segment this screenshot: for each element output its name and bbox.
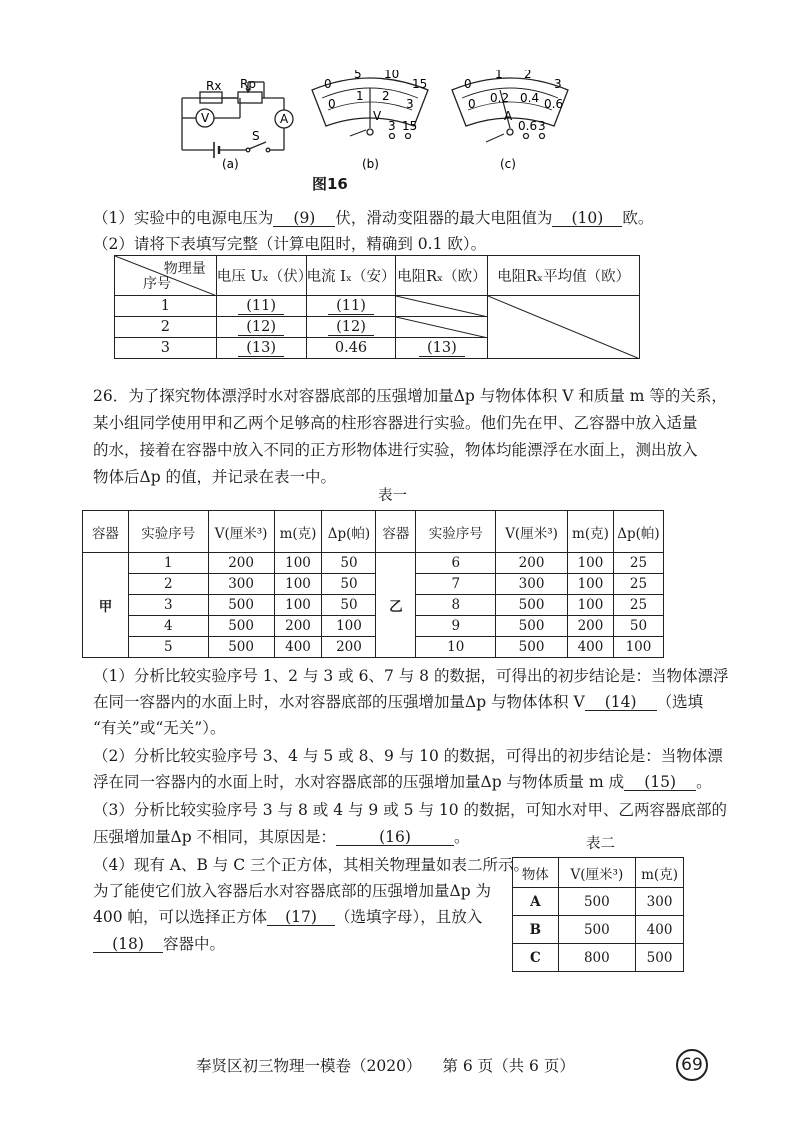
voltmeter-unit: V (373, 109, 382, 123)
answer-blank-11a[interactable]: (11) (238, 298, 284, 315)
table1-header-row (83, 511, 664, 553)
cell: 10 (416, 637, 496, 658)
ammeter-scale-2: 2 (524, 70, 532, 81)
q26-part3-line2 (93, 826, 470, 848)
ammeter-scale-1: 1 (495, 70, 503, 81)
answer-blank-16[interactable]: (16) (336, 829, 454, 846)
sub-label-c: (c) (500, 157, 516, 171)
q25-table (114, 255, 640, 359)
cell: 25 (613, 574, 663, 595)
page-stamp-number: 69 (681, 1055, 703, 1075)
t1-header-no-a: 实验序号 (128, 511, 208, 553)
answer-blank-18[interactable]: (18) (93, 936, 163, 953)
circuit-diagram (182, 82, 293, 158)
figure-16 (170, 70, 600, 195)
sub-label-a: (a) (222, 157, 239, 171)
row-2-no: 2 (115, 317, 217, 338)
sub-label-b: (b) (362, 157, 379, 171)
label-rx: Rx (206, 79, 222, 93)
q25-line-1 (93, 207, 653, 229)
average-cell-crossed (488, 296, 640, 359)
cell: 400 (567, 637, 613, 658)
ammeter-scale-02: 0.2 (490, 91, 510, 105)
cell: 500 (558, 916, 635, 944)
cell: 100 (567, 553, 613, 574)
cell: 500 (496, 616, 568, 637)
q26-intro-2: 某小组同学使用甲和乙两个足够高的柱形容器进行实验。他们先在甲、乙容器中放入适量 (93, 414, 698, 432)
table-corner-cell (115, 256, 217, 296)
voltmeter-scale-10: 10 (384, 70, 400, 81)
answer-blank-13b[interactable]: (13) (419, 340, 465, 357)
t2-header-object: 物体 (513, 858, 559, 888)
t1-header-dp-b: Δp(帕) (613, 511, 663, 553)
q26-part4-line3 (93, 906, 482, 928)
answer-blank-12b[interactable]: (12) (328, 319, 374, 336)
cell: 300 (636, 888, 684, 916)
q26-part4-hint: （选填字母），且放入 (335, 908, 483, 926)
table-row (83, 574, 664, 595)
voltmeter-scale-5: 5 (354, 70, 362, 81)
answer-blank-15[interactable]: (15) (624, 774, 696, 791)
q26-part4-end: 容器中。 (163, 935, 226, 953)
cell: 100 (567, 595, 613, 616)
footer (196, 1054, 575, 1076)
cell: 100 (322, 616, 376, 637)
row-1-current[interactable] (306, 296, 396, 317)
ammeter-unit: A (504, 109, 513, 123)
q26-part2-text: 浮在同一容器内的水面上时，水对容器底部的压强增加量Δp 与物体质量 m 成 (93, 773, 625, 791)
q26-part1-line1: （1）分析比较实验序号 1、2 与 3 或 6、7 与 8 的数据，可得出的初步结论是：当物体漂浮 (93, 667, 729, 685)
label-switch: S (252, 129, 260, 143)
header-resistance: 电阻Rₓ（欧） (396, 256, 488, 296)
q26-part3-end: 。 (454, 828, 470, 846)
cell: 300 (496, 574, 568, 595)
cell: 200 (274, 616, 322, 637)
cell: 50 (322, 574, 376, 595)
cell: 25 (613, 553, 663, 574)
footer-exam-title: 奉贤区初三物理一模卷（2020） (196, 1057, 422, 1075)
answer-blank-9[interactable]: (9) (273, 210, 335, 227)
voltmeter-scale-0: 0 (324, 77, 332, 91)
row-3-current: 0.46 (306, 338, 396, 359)
q26-part1-line2 (93, 691, 703, 713)
answer-blank-13a[interactable]: (13) (238, 340, 284, 357)
row-3-resistance[interactable] (396, 338, 488, 359)
q25-text-1b: 伏，滑动变阻器的最大电阻值为 (335, 209, 553, 227)
cell: 25 (613, 595, 663, 616)
q26-part4-line2: 为了能使它们放入容器后水对容器底部的压强增加量Δp 为 (93, 882, 492, 900)
ammeter-scale-06: 0.6 (544, 97, 564, 111)
cell: 2 (128, 574, 208, 595)
cell: 500 (208, 616, 274, 637)
cell: 50 (322, 595, 376, 616)
cell: C (513, 944, 559, 972)
cell: 100 (274, 595, 322, 616)
cell: 8 (416, 595, 496, 616)
cell: 200 (322, 637, 376, 658)
cell: 500 (208, 595, 274, 616)
footer-page-number: 第 6 页（共 6 页） (442, 1057, 575, 1075)
cell: 500 (496, 595, 568, 616)
q26-intro-1: 26．为了探究物体漂浮时水对容器底部的压强增加量Δp 与物体体积 V 和质量 m 等的关系， (93, 387, 727, 405)
voltmeter-scale-15: 15 (412, 77, 428, 91)
answer-blank-10[interactable]: (10) (552, 210, 622, 227)
ammeter-terminal-06: 0.6 (518, 119, 538, 133)
cell: 100 (613, 637, 663, 658)
cell: 200 (496, 553, 568, 574)
container-b-cell: 乙 (376, 553, 416, 658)
q26-intro-4: 物体后Δp 的值，并记录在表一中。 (93, 468, 337, 486)
answer-blank-12a[interactable]: (12) (238, 319, 284, 336)
cell: 500 (558, 888, 635, 916)
q26-part1-line3: “有关”或“无关”）。 (93, 719, 226, 737)
cell: 1 (128, 553, 208, 574)
answer-blank-11b[interactable]: (11) (328, 298, 374, 315)
cell: 200 (567, 616, 613, 637)
voltmeter-scale-3: 3 (406, 97, 414, 111)
ammeter-scale-0: 0 (464, 77, 472, 91)
figure-16-svg (170, 70, 600, 195)
label-ammeter: A (280, 112, 289, 126)
t1-header-no-b: 实验序号 (416, 511, 496, 553)
table-1 (82, 510, 664, 658)
ammeter-scale-0b: 0 (468, 97, 476, 111)
row-2-current[interactable] (306, 317, 396, 338)
figure-caption: 图16 (312, 175, 348, 193)
table-row (513, 888, 684, 916)
q25-line-2: （2）请将下表填写完整（计算电阻时，精确到 0.1 欧）。 (93, 235, 487, 253)
voltmeter-terminal-15: 15 (402, 119, 418, 133)
q26-intro-3: 的水，接着在容器中放入不同的正方形物体进行实验，物体均能漂浮在水面上，测出放入 (93, 441, 698, 459)
cell: B (513, 916, 559, 944)
q26-part3-line1: （3）分析比较实验序号 3 与 8 或 4 与 9 或 5 与 10 的数据，可知水对甲、乙两容器底部的 (93, 801, 728, 819)
cell: 100 (274, 574, 322, 595)
row-1-voltage[interactable] (216, 296, 306, 317)
ammeter-terminal-3: 3 (538, 119, 546, 133)
answer-blank-17[interactable]: (17) (267, 909, 335, 926)
cell: 3 (128, 595, 208, 616)
row-1-no: 1 (115, 296, 217, 317)
t2-header-m: m(克) (636, 858, 684, 888)
q26-part4-line4 (93, 933, 225, 955)
table-2 (512, 857, 684, 972)
table1-title: 表一 (378, 488, 407, 504)
row-2-voltage[interactable] (216, 317, 306, 338)
q26-part4-line1: （4）现有 A、B 与 C 三个正方体，其相关物理量如表二所示。 (93, 856, 530, 874)
cell: 500 (208, 637, 274, 658)
table-row (83, 637, 664, 658)
cell: 5 (128, 637, 208, 658)
row-3-no: 3 (115, 338, 217, 359)
q26-part1-text: 在同一容器内的水面上时，水对容器底部的压强增加量Δp 与物体体积 V (93, 693, 585, 711)
t1-header-m-a: m(克) (274, 511, 322, 553)
t1-header-v-b: V(厘米³) (496, 511, 568, 553)
cell: 200 (208, 553, 274, 574)
t1-header-container-a: 容器 (83, 511, 129, 553)
voltmeter-terminal-3: 3 (388, 119, 396, 133)
cell: 4 (128, 616, 208, 637)
cell: 800 (558, 944, 635, 972)
ammeter-scale-3: 3 (554, 77, 562, 91)
q26-part2-line1: （2）分析比较实验序号 3、4 与 5 或 8、9 与 10 的数据，可得出的初步结论是：当物体漂 (93, 747, 723, 765)
t1-header-dp-a: Δp(帕) (322, 511, 376, 553)
label-rp: Rp (240, 77, 256, 91)
q25-text-1c: 欧。 (622, 209, 654, 227)
ammeter-scale-04: 0.4 (520, 91, 540, 105)
q26-part2-end: 。 (696, 773, 712, 791)
cell: 100 (567, 574, 613, 595)
page-stamp (676, 1049, 708, 1081)
cell: 500 (636, 944, 684, 972)
table-row (83, 616, 664, 637)
cell: 50 (322, 553, 376, 574)
t1-header-v-a: V(厘米³) (208, 511, 274, 553)
row-3-voltage[interactable] (216, 338, 306, 359)
cell: 400 (636, 916, 684, 944)
q26-part4-text: 400 帕，可以选择正方体 (93, 908, 268, 926)
table-row (513, 944, 684, 972)
answer-blank-14[interactable]: (14) (585, 694, 657, 711)
voltmeter-scale-0b: 0 (328, 97, 336, 111)
q26-part3-text: 压强增加量Δp 不相同，其原因是： (93, 828, 337, 846)
t2-header-v: V(厘米³) (558, 858, 635, 888)
header-current: 电流 Iₓ（安） (306, 256, 396, 296)
header-resistance-average: 电阻Rₓ平均值（欧） (488, 256, 640, 296)
corner-top-label: 物理量 (163, 261, 206, 277)
container-a-cell: 甲 (83, 553, 129, 658)
table2-title: 表二 (586, 836, 615, 852)
row-1-resistance-crossed (396, 296, 488, 317)
switch-symbol (249, 142, 266, 149)
row-2-resistance-crossed (396, 317, 488, 338)
cell: 500 (496, 637, 568, 658)
table-row (513, 916, 684, 944)
cell: 300 (208, 574, 274, 595)
table-row (83, 553, 664, 574)
header-voltage: 电压 Uₓ（伏） (216, 256, 306, 296)
rheostat-rp (238, 92, 262, 103)
label-voltmeter: V (201, 111, 210, 125)
cell: 6 (416, 553, 496, 574)
t1-header-m-b: m(克) (567, 511, 613, 553)
t1-header-container-b: 容器 (376, 511, 416, 553)
table-row (83, 595, 664, 616)
voltmeter-scale-2: 2 (382, 89, 390, 103)
cell: 100 (274, 553, 322, 574)
cell: 7 (416, 574, 496, 595)
voltmeter-scale-1: 1 (356, 89, 364, 103)
corner-bottom-label: 序号 (143, 276, 171, 292)
q26-part2-line2 (93, 771, 712, 793)
q25-text-1a: （1）实验中的电源电压为 (93, 209, 274, 227)
cell: A (513, 888, 559, 916)
q26-part1-hint: （选填 (656, 693, 704, 711)
cell: 50 (613, 616, 663, 637)
cell: 9 (416, 616, 496, 637)
cell: 400 (274, 637, 322, 658)
